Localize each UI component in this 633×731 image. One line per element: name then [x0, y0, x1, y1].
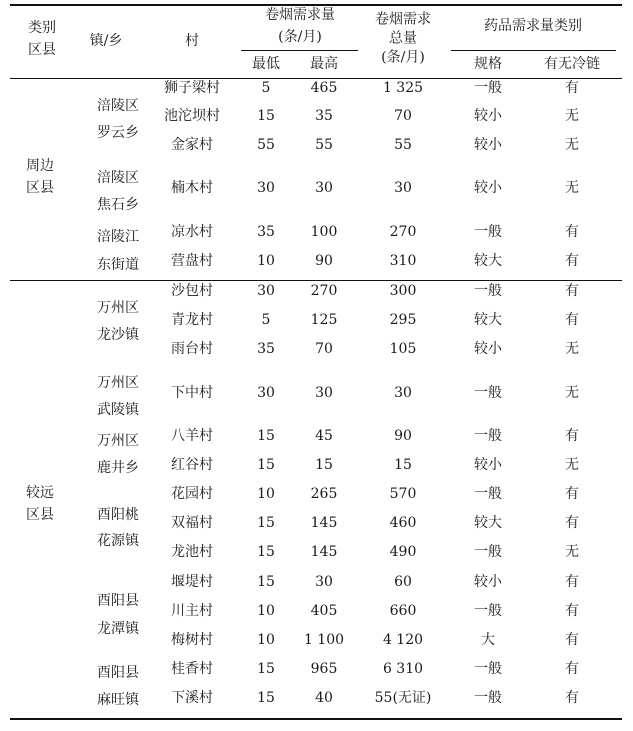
- total-cell: 6 310: [382, 661, 424, 677]
- cold-chain-cell: 有: [565, 253, 579, 269]
- village-cell: 沙包村: [171, 283, 213, 299]
- max-cell: 145: [310, 515, 338, 531]
- town-label-line1: 万州区: [97, 433, 139, 449]
- cold-chain-cell: 有: [565, 312, 579, 328]
- spec-cell: 较小: [474, 180, 502, 196]
- max-cell: 30: [315, 385, 333, 401]
- total-cell: 15: [394, 457, 412, 473]
- cold-chain-cell: 有: [565, 283, 579, 299]
- spec-cell: 一般: [474, 603, 502, 619]
- town-label-line1: 酉阳桃: [97, 507, 139, 523]
- cold-chain-cell: 无: [565, 385, 579, 401]
- spec-cell: 一般: [474, 544, 502, 560]
- cold-chain-cell: 无: [565, 180, 579, 196]
- spec-cell: 一般: [474, 385, 502, 401]
- min-cell: 55: [257, 137, 275, 153]
- town-label-line1: 万州区: [97, 300, 139, 316]
- group-label-line1: 周边: [26, 158, 54, 174]
- max-cell: 100: [310, 224, 338, 240]
- group-label-line1: 较远: [26, 485, 54, 501]
- min-cell: 15: [257, 108, 275, 124]
- total-cell: 55(无证): [374, 690, 432, 706]
- total-cell: 270: [389, 224, 417, 240]
- town-label: [97, 93, 139, 147]
- village-cell: 红谷村: [171, 457, 213, 473]
- spec-cell: 较大: [474, 253, 502, 269]
- total-cell: 30: [394, 180, 412, 196]
- cold-chain-cell: 无: [565, 108, 579, 124]
- max-cell: 40: [315, 690, 333, 706]
- min-cell: 30: [257, 385, 275, 401]
- header-spec: 规格: [474, 56, 502, 72]
- min-cell: 10: [257, 603, 275, 619]
- min-cell: 15: [257, 457, 275, 473]
- med-category-subrule: [451, 50, 616, 51]
- cold-chain-cell: 有: [565, 224, 579, 240]
- header-cig-demand: [265, 4, 335, 48]
- village-cell: 双福村: [171, 515, 213, 531]
- spec-cell: 一般: [474, 80, 502, 96]
- cold-chain-cell: 有: [565, 515, 579, 531]
- spec-cell: 较小: [474, 108, 502, 124]
- max-cell: 70: [315, 341, 333, 357]
- min-cell: 5: [261, 80, 271, 96]
- max-cell: 465: [310, 80, 338, 96]
- cold-chain-cell: 无: [565, 137, 579, 153]
- town-label-line2: 龙沙镇: [97, 327, 139, 343]
- village-cell: 池沱坝村: [164, 108, 220, 124]
- cold-chain-cell: 有: [565, 574, 579, 590]
- header-min: 最低: [252, 56, 280, 72]
- header-max: 最高: [310, 56, 338, 72]
- group-label: [26, 155, 54, 199]
- town-label-line2: 东街道: [97, 257, 139, 273]
- spec-cell: 较大: [474, 515, 502, 531]
- village-cell: 下中村: [171, 385, 213, 401]
- min-cell: 10: [257, 632, 275, 648]
- spec-cell: 较小: [474, 574, 502, 590]
- max-cell: 30: [315, 180, 333, 196]
- max-cell: 125: [310, 312, 338, 328]
- town-label-line2: 焦石乡: [97, 197, 139, 213]
- town-label: [97, 587, 139, 643]
- min-cell: 15: [257, 690, 275, 706]
- town-label-line1: 酉阳县: [97, 593, 139, 609]
- village-cell: 营盘村: [171, 253, 213, 269]
- header-cig-total: [375, 11, 431, 68]
- max-cell: 90: [315, 253, 333, 269]
- spec-cell: 一般: [474, 661, 502, 677]
- bottom-rule: [10, 718, 622, 720]
- total-cell: 30: [394, 385, 412, 401]
- spec-cell: 较小: [474, 137, 502, 153]
- min-cell: 15: [257, 428, 275, 444]
- village-cell: 雨台村: [171, 341, 213, 357]
- total-cell: 295: [389, 312, 417, 328]
- town-label: [97, 165, 139, 219]
- spec-cell: 一般: [474, 428, 502, 444]
- cold-chain-cell: 无: [565, 544, 579, 560]
- cold-chain-cell: 有: [565, 690, 579, 706]
- village-cell: 八羊村: [171, 428, 213, 444]
- spec-cell: 大: [481, 632, 495, 648]
- village-cell: 下溪村: [171, 690, 213, 706]
- cold-chain-cell: 有: [565, 632, 579, 648]
- spec-cell: 较小: [474, 341, 502, 357]
- village-cell: 金家村: [171, 137, 213, 153]
- town-label-line1: 涪陵江: [97, 229, 139, 245]
- total-cell: 570: [389, 486, 417, 502]
- max-cell: 15: [315, 457, 333, 473]
- total-cell: 300: [389, 283, 417, 299]
- total-cell: 105: [389, 341, 417, 357]
- town-label: [97, 370, 139, 424]
- header-village: 村: [185, 33, 199, 49]
- header-category-line2: 区县: [28, 42, 56, 58]
- header-town: 镇/乡: [89, 33, 123, 49]
- max-cell: 265: [310, 486, 338, 502]
- spec-cell: 一般: [474, 224, 502, 240]
- min-cell: 15: [257, 515, 275, 531]
- header-cig-total-line2: 总量: [389, 30, 417, 47]
- cold-chain-cell: 有: [565, 661, 579, 677]
- village-cell: 青龙村: [171, 312, 213, 328]
- town-label-line2: 罗云乡: [97, 125, 139, 141]
- min-cell: 10: [257, 486, 275, 502]
- max-cell: 55: [315, 137, 333, 153]
- town-label-line1: 酉阳县: [97, 665, 139, 681]
- town-label: [97, 502, 139, 554]
- village-cell: 桂香村: [171, 661, 213, 677]
- max-cell: 145: [310, 544, 338, 560]
- cold-chain-cell: 有: [565, 603, 579, 619]
- town-label-line2: 鹿井乡: [97, 460, 139, 476]
- cold-chain-cell: 有: [565, 428, 579, 444]
- min-cell: 30: [257, 180, 275, 196]
- town-label: [97, 223, 139, 279]
- total-cell: 4 120: [382, 632, 424, 648]
- town-label: [97, 660, 139, 714]
- village-cell: 楠木村: [171, 180, 213, 196]
- min-cell: 35: [257, 224, 275, 240]
- max-cell: 1 100: [303, 632, 345, 648]
- total-cell: 60: [394, 574, 412, 590]
- village-cell: 梅树村: [171, 632, 213, 648]
- min-cell: 15: [257, 574, 275, 590]
- demand-table: [10, 4, 622, 720]
- total-cell: 70: [394, 108, 412, 124]
- max-cell: 30: [315, 574, 333, 590]
- total-cell: 1 325: [382, 80, 424, 96]
- header-cig-total-line1: 卷烟需求: [375, 11, 431, 28]
- max-cell: 270: [310, 283, 338, 299]
- town-label: [97, 428, 139, 482]
- min-cell: 5: [261, 312, 271, 328]
- header-cig-total-line3: (条/月): [381, 49, 425, 66]
- header-bottom-rule: [10, 78, 622, 79]
- max-cell: 965: [310, 661, 338, 677]
- village-cell: 堰堤村: [171, 574, 213, 590]
- village-cell: 川主村: [171, 603, 213, 619]
- min-cell: 15: [257, 544, 275, 560]
- town-label-line1: 涪陵区: [97, 98, 139, 114]
- group-divider-rule: [10, 280, 622, 281]
- total-cell: 490: [389, 544, 417, 560]
- town-label-line1: 涪陵区: [97, 170, 139, 186]
- cig-demand-subrule: [241, 50, 358, 51]
- min-cell: 15: [257, 661, 275, 677]
- village-cell: 花园村: [171, 486, 213, 502]
- spec-cell: 较大: [474, 312, 502, 328]
- header-med-category: 药品需求量类别: [484, 18, 582, 34]
- header-category-line1: 类别: [28, 20, 56, 36]
- town-label-line2: 武陵镇: [97, 402, 139, 418]
- max-cell: 405: [310, 603, 338, 619]
- cold-chain-cell: 无: [565, 341, 579, 357]
- cold-chain-cell: 有: [565, 486, 579, 502]
- total-cell: 90: [394, 428, 412, 444]
- village-cell: 狮子梁村: [164, 80, 220, 96]
- header-cold-chain: 有无冷链: [544, 56, 600, 72]
- town-label-line2: 麻旺镇: [97, 692, 139, 708]
- group-label-line2: 区县: [26, 507, 54, 523]
- header-category: [28, 17, 56, 61]
- spec-cell: 较小: [474, 457, 502, 473]
- village-cell: 凉水村: [171, 224, 213, 240]
- min-cell: 35: [257, 341, 275, 357]
- cold-chain-cell: 有: [565, 80, 579, 96]
- header-cig-demand-line1: 卷烟需求量: [265, 7, 335, 23]
- header-cig-demand-line2: (条/月): [278, 29, 322, 45]
- spec-cell: 一般: [474, 486, 502, 502]
- max-cell: 35: [315, 108, 333, 124]
- min-cell: 10: [257, 253, 275, 269]
- town-label-line1: 万州区: [97, 375, 139, 391]
- total-cell: 460: [389, 515, 417, 531]
- group-label: [26, 482, 54, 526]
- village-cell: 龙池村: [171, 544, 213, 560]
- max-cell: 45: [315, 428, 333, 444]
- cold-chain-cell: 无: [565, 457, 579, 473]
- min-cell: 30: [257, 283, 275, 299]
- group-label-line2: 区县: [26, 180, 54, 196]
- total-cell: 55: [394, 137, 412, 153]
- town-label-line2: 花源镇: [97, 533, 139, 549]
- total-cell: 660: [389, 603, 417, 619]
- total-cell: 310: [389, 253, 417, 269]
- town-label: [97, 295, 139, 349]
- town-label-line2: 龙潭镇: [97, 621, 139, 637]
- spec-cell: 一般: [474, 283, 502, 299]
- spec-cell: 一般: [474, 690, 502, 706]
